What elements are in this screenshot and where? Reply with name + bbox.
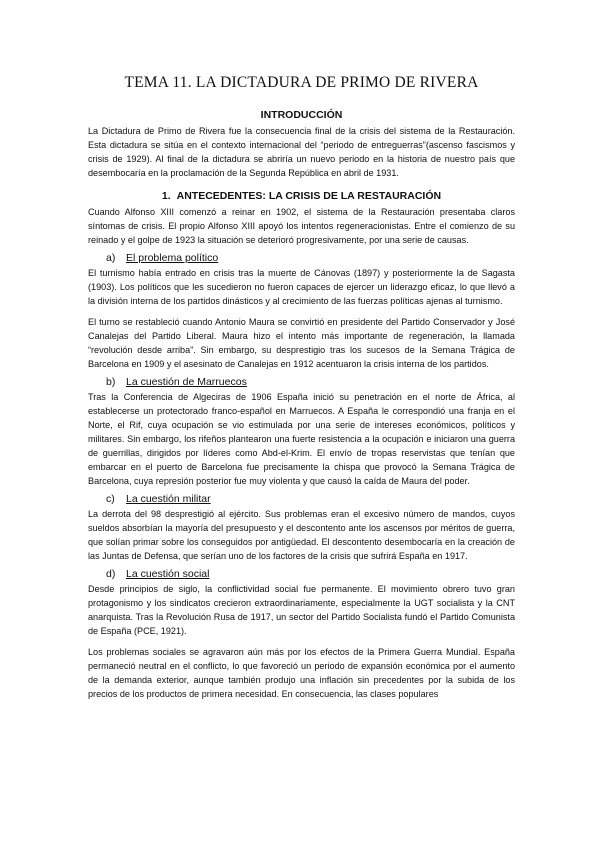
- subsection-c-heading: [106, 493, 515, 505]
- section-1-heading: [88, 190, 515, 202]
- subsection-c-letter: c): [106, 493, 115, 505]
- subsection-b-paragraph-1: Tras la Conferencia de Algeciras de 1906 España inició su penetración en el norte de África, al establecerse un protectorado franco-español en Marruecos. A España le correspondió una franja en el Norte, el Rif, cuya ocupación se vio estimulada por una serie de intereses económicos, políticos y militares. Sin embargo, los rifeños plantearon una fuerte resistencia a la ocupación e iniciaron una guerra de guerrillas, dirigidos por líderes como Abd-el-Krim. El envío de tropas reservistas que tenían que embarcar en el puerto de Barcelona fue precisamente la chispa que provocó la Semana Trágica de Barcelona, cuya represión posterior fue muy violenta y que causó la caída de Maura del poder.: [88, 392, 515, 486]
- subsection-a-label: El problema político: [126, 252, 219, 264]
- section-1-title: ANTECEDENTES: LA CRISIS DE LA RESTAURACIÓN: [176, 190, 442, 202]
- subsection-c-label: La cuestión militar: [126, 493, 211, 505]
- subsection-d-label: La cuestión social: [126, 568, 210, 580]
- subsection-d-paragraph-2: Los problemas sociales se agravaron aún más por los efectos de la Primera Guerra Mundial. España permaneció neutral en el conflicto, lo que favoreció un periodo de expansión económica por el aumento de la demanda exterior, aunque también produjo una inflación sin precedentes por la subida de los precios de los productos de primera necesidad. En consecuencia, las clases populares: [88, 647, 515, 699]
- subsection-a-heading: [106, 252, 515, 264]
- subsection-b-heading: [106, 376, 515, 388]
- subsection-d-letter: d): [106, 568, 116, 580]
- subsection-d-paragraph-1: Desde principios de siglo, la conflictividad social fue permanente. El movimiento obrero tuvo gran protagonismo y los sindicatos crecieron extraordinariamente, especialmente la UGT socialista y la CNT anarquista. Tras la Revolución Rusa de 1917, un sector del Partido Socialista fundó el Partido Comunista de España (PCE, 1921).: [88, 584, 515, 636]
- intro-paragraph: La Dictadura de Primo de Rivera fue la consecuencia final de la crisis del sistema de la Restauración. Esta dictadura se sitúa en el contexto internacional del “periodo de entreguerras”(ascenso fascismos y crisis de 1929). Al final de la dictadura se abriría un nuevo periodo en la historia de nuestro país que desembocaría en la proclamación de la Segunda República en abril de 1931.: [88, 126, 515, 178]
- subsection-b-label: La cuestión de Marruecos: [126, 376, 247, 388]
- subsection-a-paragraph-1: El turnismo había entrado en crisis tras la muerte de Cánovas (1897) y posteriormente la de Sagasta (1903). Los políticos que les sucedieron no fueron capaces de ejercer un liderazgo eficaz, lo que llevó a la división interna de los partidos dinásticos y al crecimiento de las fuerzas políticas ajenas al turnismo.: [88, 268, 515, 306]
- subsection-d-heading: [106, 568, 515, 580]
- section-1-number: 1.: [161, 190, 171, 202]
- page-content: [88, 74, 515, 701]
- subsection-b-letter: b): [106, 376, 116, 388]
- intro-heading: INTRODUCCIÓN: [260, 109, 343, 121]
- subsection-c-paragraph-1: La derrota del 98 desprestigió al ejército. Sus problemas eran el excesivo número de mandos, cuyos sueldos absorbían la mayoría del presupuesto y el descontento ante los ascensos por méritos de guerra, que solían primar sobre los conseguidos por antigüedad. El descontento desembocaría en la creación de las Juntas de Defensa, que serían uno de los factores de la crisis que sufrirá España en 1917.: [88, 509, 515, 561]
- subsection-a-paragraph-2: El turno se restableció cuando Antonio Maura se convirtió en presidente del Partido Conservador y José Canalejas del Partido Liberal. Maura hizo el intento más importante de regeneración, la llamada “revolución desde arriba”. Sin embargo, su desprestigio tras los sucesos de la Semana Trágica de Barcelona en 1909 y el asesinato de Canalejas en 1912 acentuaron la crisis interna de los partidos.: [88, 317, 515, 369]
- section-1-paragraph: Cuando Alfonso XIII comenzó a reinar en 1902, el sistema de la Restauración presentaba claros síntomas de crisis. El propio Alfonso XIII apoyó los intentos regeneracionistas. Entre el comienzo de su reinado y el golpe de 1923 la situación se deterioró progresivamente, por una serie de causas.: [88, 207, 515, 245]
- page-title: TEMA 11. LA DICTADURA DE PRIMO DE RIVERA: [124, 74, 479, 91]
- subsection-a-letter: a): [106, 252, 116, 264]
